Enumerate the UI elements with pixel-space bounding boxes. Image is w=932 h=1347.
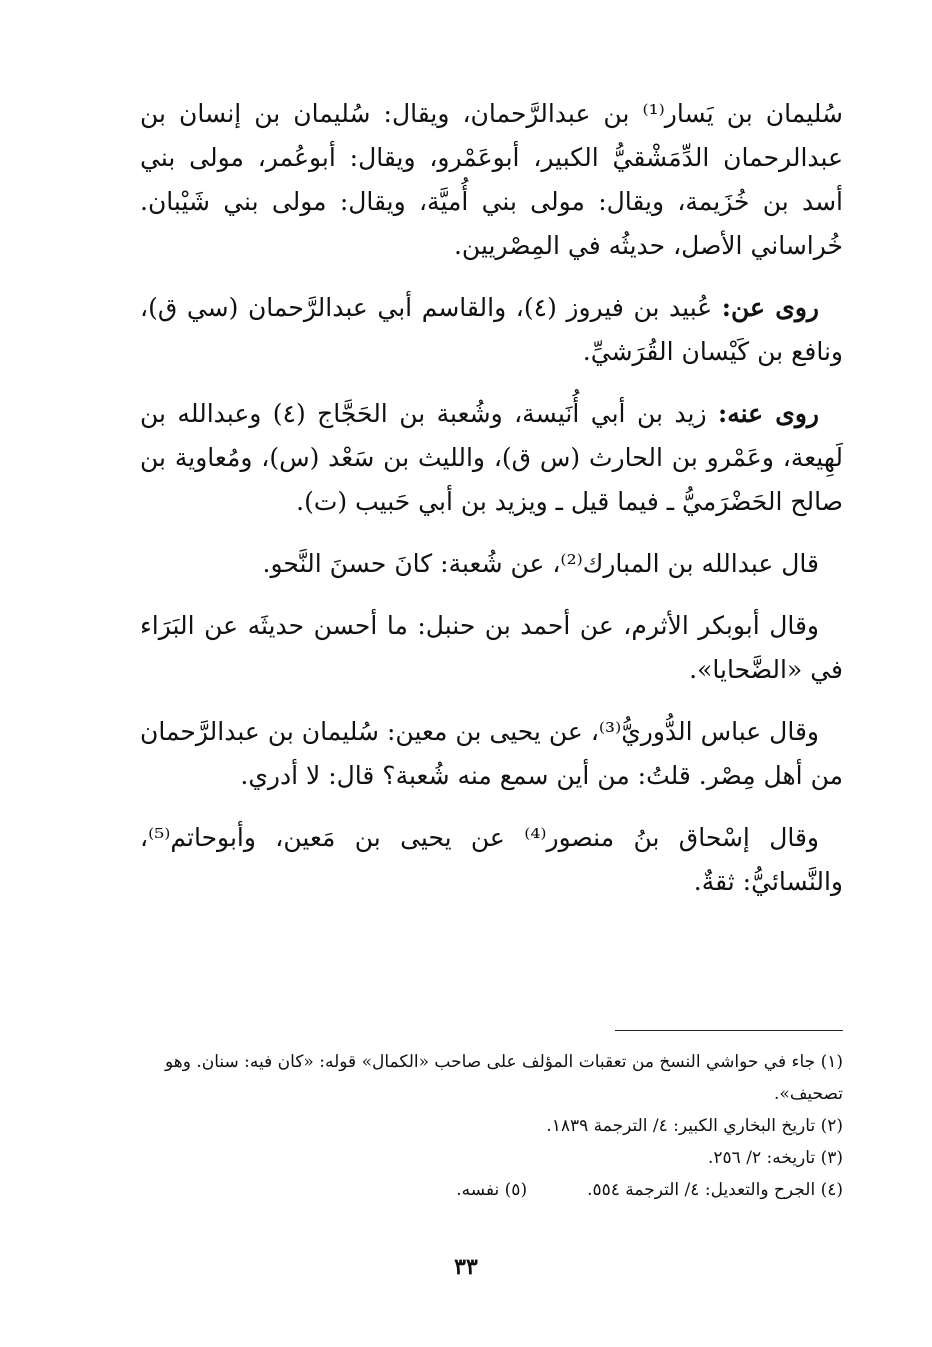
footnote-3: (٣) تاريخه: ٢/ ٢٥٦. xyxy=(708,1148,843,1168)
footnote-row xyxy=(140,1174,843,1206)
footnote-5: (٥) نفسه. xyxy=(456,1180,528,1200)
footnote-separator xyxy=(615,1030,843,1031)
paragraph-text: سُليمان بن يَسار⁽¹⁾ بن عبدالرَّحمان، ويقال: سُليمان بن إنسان بن عبدالرحمان الدِّمَشْقيُّ الكبير، أبوعَمْرو، ويقال: أبوعُمر، مولى بني أسد بن خُزَيمة، ويقال: مولى بني أُميَّة، ويقال: مولى بني شَيْبان. خُراساني الأصل، حديثُه في المِصْريين. xyxy=(140,99,843,260)
paragraph-lead: روى عن: xyxy=(721,293,820,322)
footnote-4: (٤) الجرح والتعديل: ٤/ الترجمة ٥٥٤. xyxy=(587,1180,843,1200)
main-text xyxy=(140,92,843,922)
paragraph-ibn-mubarak xyxy=(140,542,843,586)
footnote-1: (١) جاء في حواشي النسخ من تعقبات المؤلف على صاحب «الكمال» قوله: «كان فيه: سنان. وهو تصحيف». xyxy=(164,1052,843,1104)
paragraph-text: وقال إسْحاق بنُ منصور⁽⁴⁾ عن يحيى بن مَعين، وأبوحاتم⁽⁵⁾، والنَّسائيُّ: ثقةٌ. xyxy=(140,823,843,896)
paragraph-text: وقال عباس الدُّوريُّ⁽³⁾، عن يحيى بن معين: سُليمان بن عبدالرَّحمان من أهل مِصْر. قلتُ: من أين سمع منه شُعبة؟ قال: لا أدري. xyxy=(140,717,843,790)
paragraph-ishaq xyxy=(140,816,843,904)
paragraph-duri xyxy=(140,710,843,798)
paragraph-narrated-from xyxy=(140,286,843,374)
paragraph-biography xyxy=(140,92,843,268)
paragraph-lead: روى عنه: xyxy=(717,399,819,428)
paragraph-text: قال عبدالله بن المبارك⁽²⁾، عن شُعبة: كانَ حسنَ النَّحو. xyxy=(262,549,819,578)
paragraph-text: وقال أبوبكر الأثرم، عن أحمد بن حنبل: ما أحسن حديثَه عن البَرَاء في «الضَّحايا». xyxy=(140,611,843,684)
page-number: ٣٣ xyxy=(454,1254,478,1280)
footnote-2: (٢) تاريخ البخاري الكبير: ٤/ الترجمة ١٨٣٩. xyxy=(546,1116,843,1136)
footnotes xyxy=(140,1046,843,1206)
paragraph-athram xyxy=(140,604,843,692)
paragraph-narrated-by xyxy=(140,392,843,524)
paragraph-text: زيد بن أبي أُنَيسة، وشُعبة بن الحَجَّاج (٤) وعبدالله بن لَهِيعة، وعَمْرو بن الحارث (س ق)، والليث بن سَعْد (س)، ومُعاوية بن صالح الحَضْرَميُّ ـ فيما قيل ـ ويزيد بن أبي حَبيب (ت). xyxy=(140,399,843,516)
paragraph-text: عُبيد بن فيروز (٤)، والقاسم أبي عبدالرَّحمان (سي ق)، ونافع بن كَيْسان القُرَشيِّ. xyxy=(140,293,843,366)
